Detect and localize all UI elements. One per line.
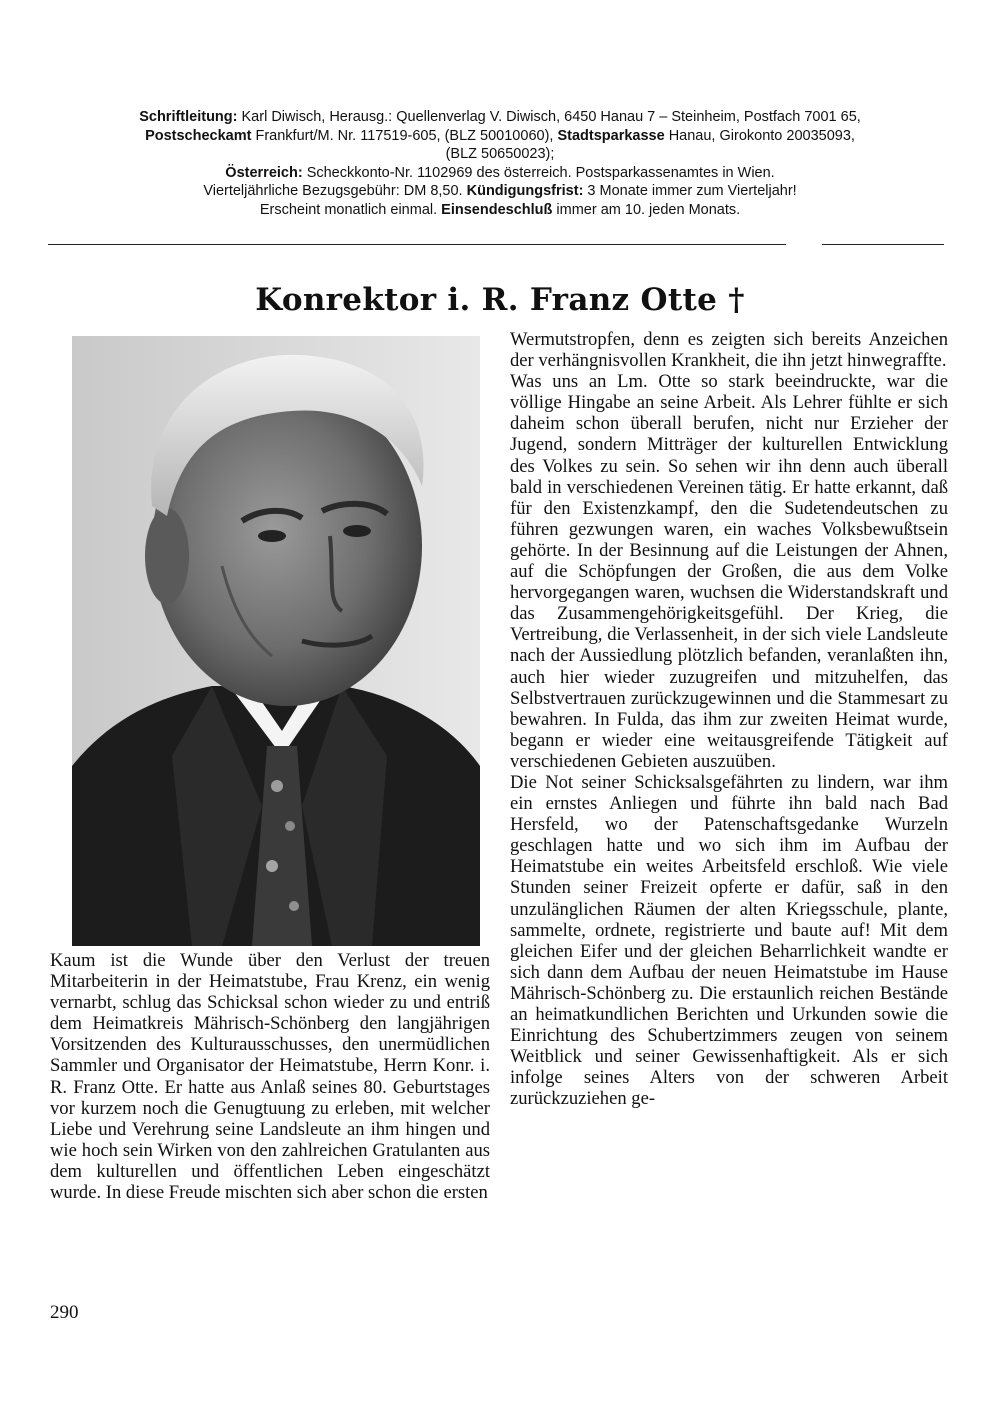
- divider-rule-right: [822, 244, 944, 245]
- masthead-line-blz: (BLZ 50650023);: [445, 146, 555, 162]
- article-headline: Konrektor i. R. Franz Otte †: [255, 282, 745, 318]
- austria-text: Scheckkonto-Nr. 1102969 des österreich. Postsparkassenamtes in Wien.: [302, 164, 775, 181]
- masthead-line-austria: [40, 164, 960, 183]
- fee-text: Vierteljährliche Bezugsgebühr: DM 8,50.: [203, 183, 467, 199]
- postscheck-text: Frankfurt/M. Nr. 117519-605, (BLZ 50010060),: [251, 127, 558, 144]
- masthead-line-bank: [40, 127, 960, 146]
- label-postscheckamt: Postscheckamt: [145, 127, 252, 144]
- schedule-text: Erscheint monatlich einmal.: [259, 201, 442, 218]
- article-column-right: [510, 329, 948, 1109]
- portrait-photo: [72, 336, 480, 946]
- label-einsendeschluss: Einsendeschluß: [441, 201, 553, 218]
- ear: [145, 508, 189, 604]
- notice-text: 3 Monate immer zum Vierteljahr!: [583, 183, 797, 199]
- label-stadtsparkasse: Stadtsparkasse: [557, 127, 665, 144]
- page-number: 290: [50, 1302, 79, 1323]
- label-oesterreich: Österreich:: [225, 164, 303, 181]
- paragraph: Die Not seiner Schicksalsgefährten zu lindern, war ihm ein ernstes Anliegen und führte ihn bald nach Bad Hersfeld, wo der Patenschaftsgedanke Wurzeln geschlagen hatte und wo sich ihm im Aufbau der Heimatstube ein weites Arbeitsfeld erschloß. Wie viele Stunden seiner Freizeit opferte er dafür, saß in den unzulänglichen Räumen der alten Kriegsschule, plante, sammelte, ordnete, registrierte und baute auf! Mit dem gleichen Eifer und der gleichen Beharrlichkeit wandte er sich dann dem Aufbau der neuen Heimatstube im Hause Mährisch-Schönberg zu. Die erstaunlich reichen Bestände an heimatkundlichen Berichten und Urkunden sowie die Einrichtung des Schubertzimmers zeugen von seinem Weitblick und seiner Gewissenhaftigkeit. Als er sich infolge seines Alters von der schweren Arbeit zurückzuziehen ge-: [510, 771, 948, 1110]
- masthead-line-fee: [40, 182, 960, 201]
- portrait-illustration: [72, 336, 480, 946]
- paragraph: Kaum ist die Wunde über den Verlust der treuen Mitarbeiterin in der Heimatstube, Frau Krenz, ein wenig vernarbt, schlug das Schicksal schon wieder zu und entriß dem Heimatkreis Mährisch-Schönberg den langjährigen Vorsitzenden des Kulturausschusses, den unermüdlichen Sammler und Organisator der Heimatstube, Herrn Konr. i. R. Franz Otte. Er hatte aus Anlaß seines 80. Geburtstages vor kurzem noch die Genugtuung zu erleben, mit welcher Liebe und Verehrung seine Landsleute an ihm hingen und wie hoch sein Wirken von den zahlreichen Gratulanten aus dem kulturellen und öffentlichen Leben eingeschätzt wurde. In diese Freude mischten sich aber schon die ersten: [50, 950, 490, 1204]
- masthead: [40, 108, 960, 219]
- article-column-left: [50, 950, 490, 1203]
- deadline-text: immer am 10. jeden Monats.: [552, 201, 741, 218]
- label-editor: Schriftleitung:: [139, 109, 238, 125]
- label-kuendigungsfrist: Kündigungsfrist:: [466, 183, 584, 199]
- divider-rule-left: [48, 244, 786, 245]
- sparkasse-text: Hanau, Girokonto 20035093,: [664, 127, 855, 144]
- masthead-line-schedule: [40, 201, 960, 220]
- editor-text: Karl Diwisch, Herausg.: Quellenverlag V. Diwisch, 6450 Hanau 7 – Steinheim, Postfach 7001 65,: [237, 109, 861, 125]
- paragraph: Wermutstropfen, denn es zeigten sich bereits Anzeichen der verhängnisvollen Krankheit, die ihn jetzt hinwegraffte.: [510, 329, 948, 372]
- masthead-line-editor: [40, 108, 960, 127]
- paragraph: Was uns an Lm. Otte so stark beeindruckte, war die völlige Hingabe an seine Arbeit. Als Lehrer fühlte er sich daheim schon überall berufen, nicht nur Erzieher der Jugend, sondern Mitträger der kulturellen Entwicklung des Volkes zu sein. So sehen wir ihn denn auch überall bald in verschiedenen Vereinen tätig. Er hatte erkannt, daß für den Existenzkampf, den die Sudetendeutschen zu führen gezwungen waren, ein waches Volksbewußtsein gehörte. In der Besinnung auf die Leistungen der Ahnen, auf die Schöpfungen der Großen, die aus dem Volke hervorgegangen waren, wuchsen die Widerstandskraft und das Zusammengehörigkeitsgefühl. Der Krieg, die Vertreibung, die Verlassenheit, in der sich viele Landsleute nach der Aussiedlung plötzlich befanden, veranlaßten ihn, auch hier wieder zuzugreifen und mitzuhelfen, das Selbstvertrauen zurückzugewinnen und die Stammesart zu bewahren. In Fulda, das ihm zur zweiten Heimat wurde, begann er wieder eine weitausgreifende Tätigkeit auf verschiedenen Gebieten auszuüben.: [510, 371, 948, 772]
